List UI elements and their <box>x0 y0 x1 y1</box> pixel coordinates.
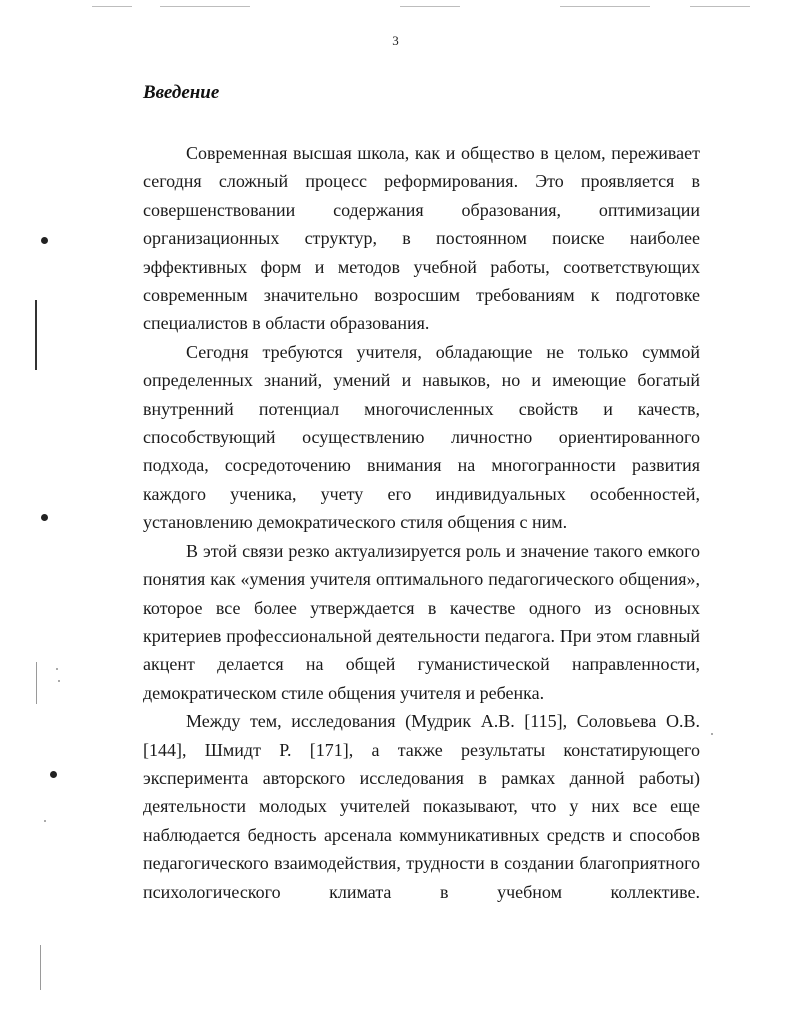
scan-speck <box>44 820 46 822</box>
binding-hole-mark <box>41 237 48 244</box>
scan-speck <box>711 733 713 735</box>
scan-margin-line <box>35 300 37 370</box>
paragraph: Современная высшая школа, как и общество в целом, переживает сегодня сложный процесс реформирования. Это проявляется в совершенствовании содержания образования, оптимизации организационных структур, в постоянном поиске наиболее эффективных форм и методов учебной работы, соответствующих современным значительно возросшим требованиям к подготовке специалистов в области образования. <box>143 143 700 334</box>
scan-edge-line <box>690 6 750 7</box>
paragraph: Сегодня требуются учителя, обладающие не только суммой определенных знаний, умений и навыков, но и имеющие богатый внутренний потенциал многочисленных свойств и качеств, способствующий осуществлению личностно ориентированного подхода, сосредоточению внимания на многогранности развития каждого ученика, учету его индивидуальных особенностей, установлению демократического стиля общения с ним. <box>143 341 700 533</box>
scan-margin-line <box>36 662 37 704</box>
scan-edge-line <box>400 6 460 7</box>
scan-edge-line <box>92 6 132 7</box>
body-text <box>143 139 700 906</box>
paragraph: Между тем, исследования (Мудрик А.В. [115], Соловьева О.В. [144], Шмидт Р. [171], а также результаты констатирующего эксперимента авторского исследования в рамках данной работы) деятельности молодых учителей показывают, что у них все еще наблюдается бедность арсенала коммуникативных средств и способов педагогического взаимодействия, трудности в создании благоприятного психологического климата в учебном коллективе. <box>143 711 700 902</box>
page-number: 3 <box>392 33 399 48</box>
section-heading: Введение <box>143 82 220 103</box>
scan-speck <box>56 668 58 670</box>
binding-hole-mark <box>50 771 57 778</box>
paragraph: В этой связи резко актуализируется роль и значение такого емкого понятия как «умения учителя оптимального педагогического общения», которое все более утверждается в качестве одного из основных критериев профессиональной деятельности педагога. При этом главный акцент делается на общей гуманистической направленности, демократическом стиле общения учителя и ребенка. <box>143 540 700 703</box>
scan-edge-line <box>560 6 650 7</box>
scan-edge-line <box>160 6 250 7</box>
scan-margin-line <box>40 945 41 990</box>
binding-hole-mark <box>41 514 48 521</box>
scan-speck <box>58 680 60 682</box>
